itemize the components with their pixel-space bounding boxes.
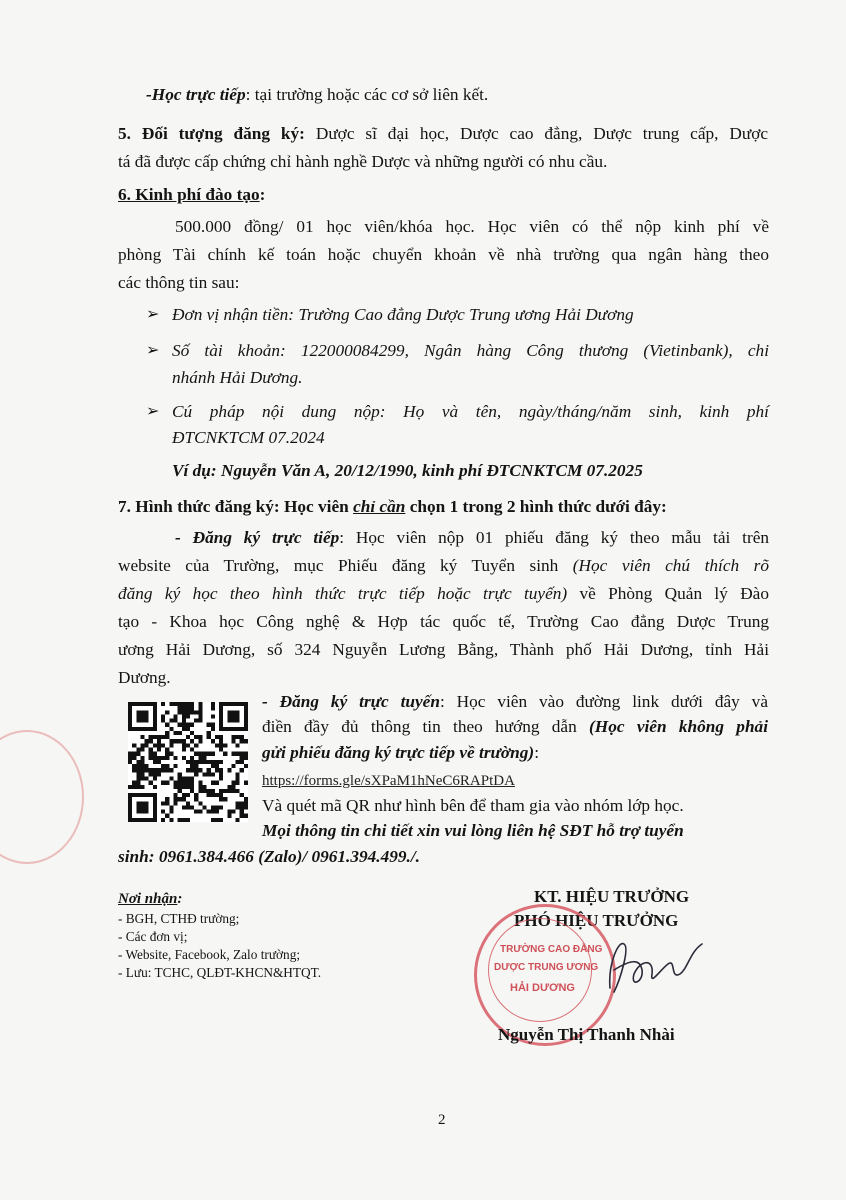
bullet-arrow-icon: ➢ (146, 306, 160, 323)
recipient-item: - Lưu: TCHC, QLĐT-KHCN&HTQT. (118, 965, 322, 980)
account-bullet-line2: nhánh Hải Dương. (172, 368, 303, 387)
stamp-text: HẢI DƯƠNG (510, 982, 575, 994)
direct-reg-text3: về Phòng Quản lý Đào (567, 584, 769, 603)
syntax-bullet-line1: Cú pháp nội dung nộp: Họ và tên, ngày/tháng/năm sinh, kinh phí (172, 402, 769, 421)
online-reg-label: - Đăng ký trực tuyến (262, 692, 440, 711)
recipients-title-text: Nơi nhận (118, 891, 178, 907)
section5-line1 (118, 123, 768, 145)
online-reg-text1: : Học viên vào đường link dưới đây và (439, 692, 768, 711)
direct-reg-text2-italic: (Học viên chú thích rõ (572, 556, 769, 575)
section6-line1: 500.000 đồng/ 01 học viên/khóa học. Học viên có thể nộp kinh phí về (175, 217, 769, 236)
direct-reg-label: - Đăng ký trực tiếp (175, 528, 340, 547)
direct-reg-line1 (175, 527, 769, 549)
signature-title-2: PHÓ HIỆU TRƯỞNG (514, 911, 679, 930)
section7-heading-part1: 7. Hình thức đăng ký: Học viên (118, 497, 354, 516)
online-reg-text3-emph: gửi phiếu đăng ký trực tiếp về trường) (262, 743, 535, 762)
online-reg-colon: : (534, 743, 539, 762)
direct-reg-line5: ương Hải Dương, số 324 Nguyễn Lương Bằng, Thành phố Hải Dương, tỉnh Hải (118, 640, 769, 659)
direct-study-text: : tại trường hoặc các cơ sở liên kết. (245, 85, 489, 104)
section6-line3: các thông tin sau: (118, 273, 240, 292)
bullet-arrow-icon: ➢ (146, 403, 160, 420)
section5-text1: Dược sĩ đại học, Dược cao đẳng, Dược trung cấp, Dược (304, 124, 769, 143)
contact-line2: sinh: 0961.384.466 (Zalo)/ 0961.394.499./. (118, 847, 420, 866)
payment-example: Ví dụ: Nguyễn Văn A, 20/12/1990, kinh phí ĐTCNKTCM 07.2025 (172, 461, 643, 480)
qr-instruction: Và quét mã QR như hình bên để tham gia vào nhóm lớp học. (262, 796, 684, 815)
recipient-item: - Các đơn vị; (118, 929, 188, 944)
online-reg-text2-emph: (Học viên không phải (589, 717, 768, 736)
section5-heading: 5. Đối tượng đăng ký: (118, 124, 305, 143)
recipient-item: - BGH, CTHĐ trường; (118, 911, 240, 926)
section5-line2: tá đã được cấp chứng chỉ hành nghề Dược và những người có nhu cầu. (118, 152, 608, 171)
direct-reg-line3 (118, 583, 769, 605)
payee-bullet: Đơn vị nhận tiền: Trường Cao đẳng Dược Trung ương Hải Dương (172, 305, 634, 324)
recipients-colon: : (177, 891, 183, 907)
direct-reg-line4: tạo - Khoa học Công nghệ & Hợp tác quốc tế, Trường Cao đẳng Dược Trung (118, 612, 769, 631)
section6-colon: : (259, 185, 266, 204)
direct-reg-line2 (118, 555, 769, 577)
section6-line2: phòng Tài chính kế toán hoặc chuyển khoản về nhà trường qua ngân hàng theo (118, 245, 769, 264)
qr-code-icon[interactable] (128, 702, 248, 822)
direct-reg-text2: website của Trường, mục Phiếu đăng ký Tuyển sinh (118, 556, 573, 575)
online-reg-line3 (262, 742, 539, 764)
direct-reg-text1: : Học viên nộp 01 phiếu đăng ký theo mẫu tải trên (339, 528, 770, 547)
page-number: 2 (438, 1112, 446, 1128)
online-reg-line2 (262, 716, 768, 738)
handwritten-signature (590, 930, 710, 1000)
account-bullet-line1: Số tài khoản: 122000084299, Ngân hàng Công thương (Vietinbank), chi (172, 341, 769, 360)
direct-reg-line6: Dương. (118, 668, 171, 687)
form-link-line (262, 769, 515, 792)
section7-heading (118, 496, 667, 518)
section6-heading: 6. Kinh phí đào tạo (118, 185, 260, 204)
recipients-title (118, 888, 182, 910)
section7-heading-part2: chọn 1 trong 2 hình thức dưới đây: (405, 497, 667, 516)
direct-study-label: -Học trực tiếp (146, 85, 246, 104)
section7-heading-emph: chỉ cần (353, 497, 406, 516)
section6-heading-line (118, 184, 265, 206)
online-reg-text2: điền đầy đủ thông tin theo hướng dẫn (262, 717, 590, 736)
bullet-arrow-icon: ➢ (146, 342, 160, 359)
section4-direct-line (146, 84, 488, 106)
stamp-text: TRƯỜNG CAO ĐẲNG (500, 944, 603, 955)
syntax-bullet-line2: ĐTCNKTCM 07.2024 (172, 428, 325, 447)
online-reg-line1 (262, 691, 768, 713)
signature-title-1: KT. HIỆU TRƯỞNG (534, 887, 690, 906)
stamp-text: DƯỢC TRUNG ƯƠNG (494, 962, 599, 973)
signer-name: Nguyễn Thị Thanh Nhài (498, 1025, 675, 1044)
form-link[interactable]: https://forms.gle/sXPaM1hNeC6RAPtDA (262, 773, 515, 789)
bleed-through-stamp (0, 730, 84, 864)
direct-reg-text3-italic: đăng ký học theo hình thức trực tiếp hoặc trực tuyến) (118, 584, 568, 603)
recipient-item: - Website, Facebook, Zalo trường; (118, 947, 301, 962)
contact-line1: Mọi thông tin chi tiết xin vui lòng liên hệ SĐT hỗ trợ tuyển (262, 821, 684, 840)
